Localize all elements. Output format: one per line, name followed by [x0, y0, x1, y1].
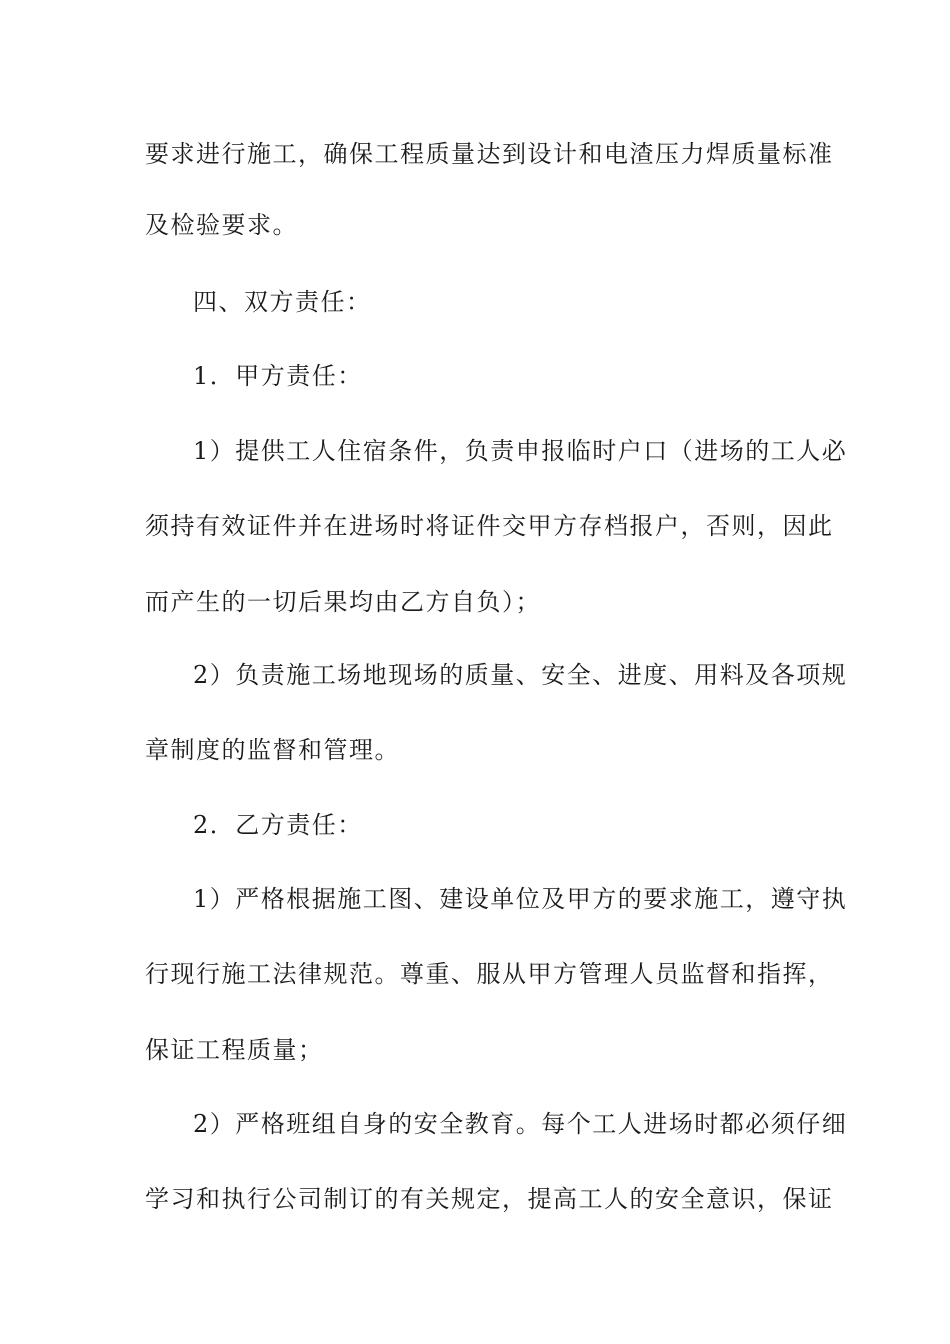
subsection-heading: 1．甲方责任：	[193, 362, 363, 390]
body-text-line: 行现行施工法律规范。尊重、服从甲方管理人员监督和指挥，	[145, 960, 834, 988]
body-text-line: 2）严格班组自身的安全教育。每个工人进场时都必须仔细	[193, 1110, 848, 1138]
body-text-line: 1）严格根据施工图、建设单位及甲方的要求施工，遵守执	[193, 885, 848, 913]
body-text-line: 学习和执行公司制订的有关规定，提高工人的安全意识，保证	[145, 1185, 834, 1213]
section-heading: 四、双方责任：	[193, 288, 372, 316]
body-text-line: 2）负责施工场地现场的质量、安全、进度、用料及各项规	[193, 661, 848, 689]
body-text-line: 1）提供工人住宿条件，负责申报临时户口（进场的工人必	[193, 437, 848, 465]
body-text-line: 及检验要求。	[145, 211, 298, 239]
body-text-line: 保证工程质量；	[145, 1036, 324, 1064]
subsection-heading: 2．乙方责任：	[193, 811, 363, 839]
body-text-line: 要求进行施工，确保工程质量达到设计和电渣压力焊质量标准	[145, 140, 834, 168]
body-text-line: 须持有效证件并在进场时将证件交甲方存档报户，否则，因此	[145, 512, 834, 540]
body-text-line: 章制度的监督和管理。	[145, 736, 400, 764]
body-text-line: 而产生的一切后果均由乙方自负）；	[145, 588, 541, 616]
